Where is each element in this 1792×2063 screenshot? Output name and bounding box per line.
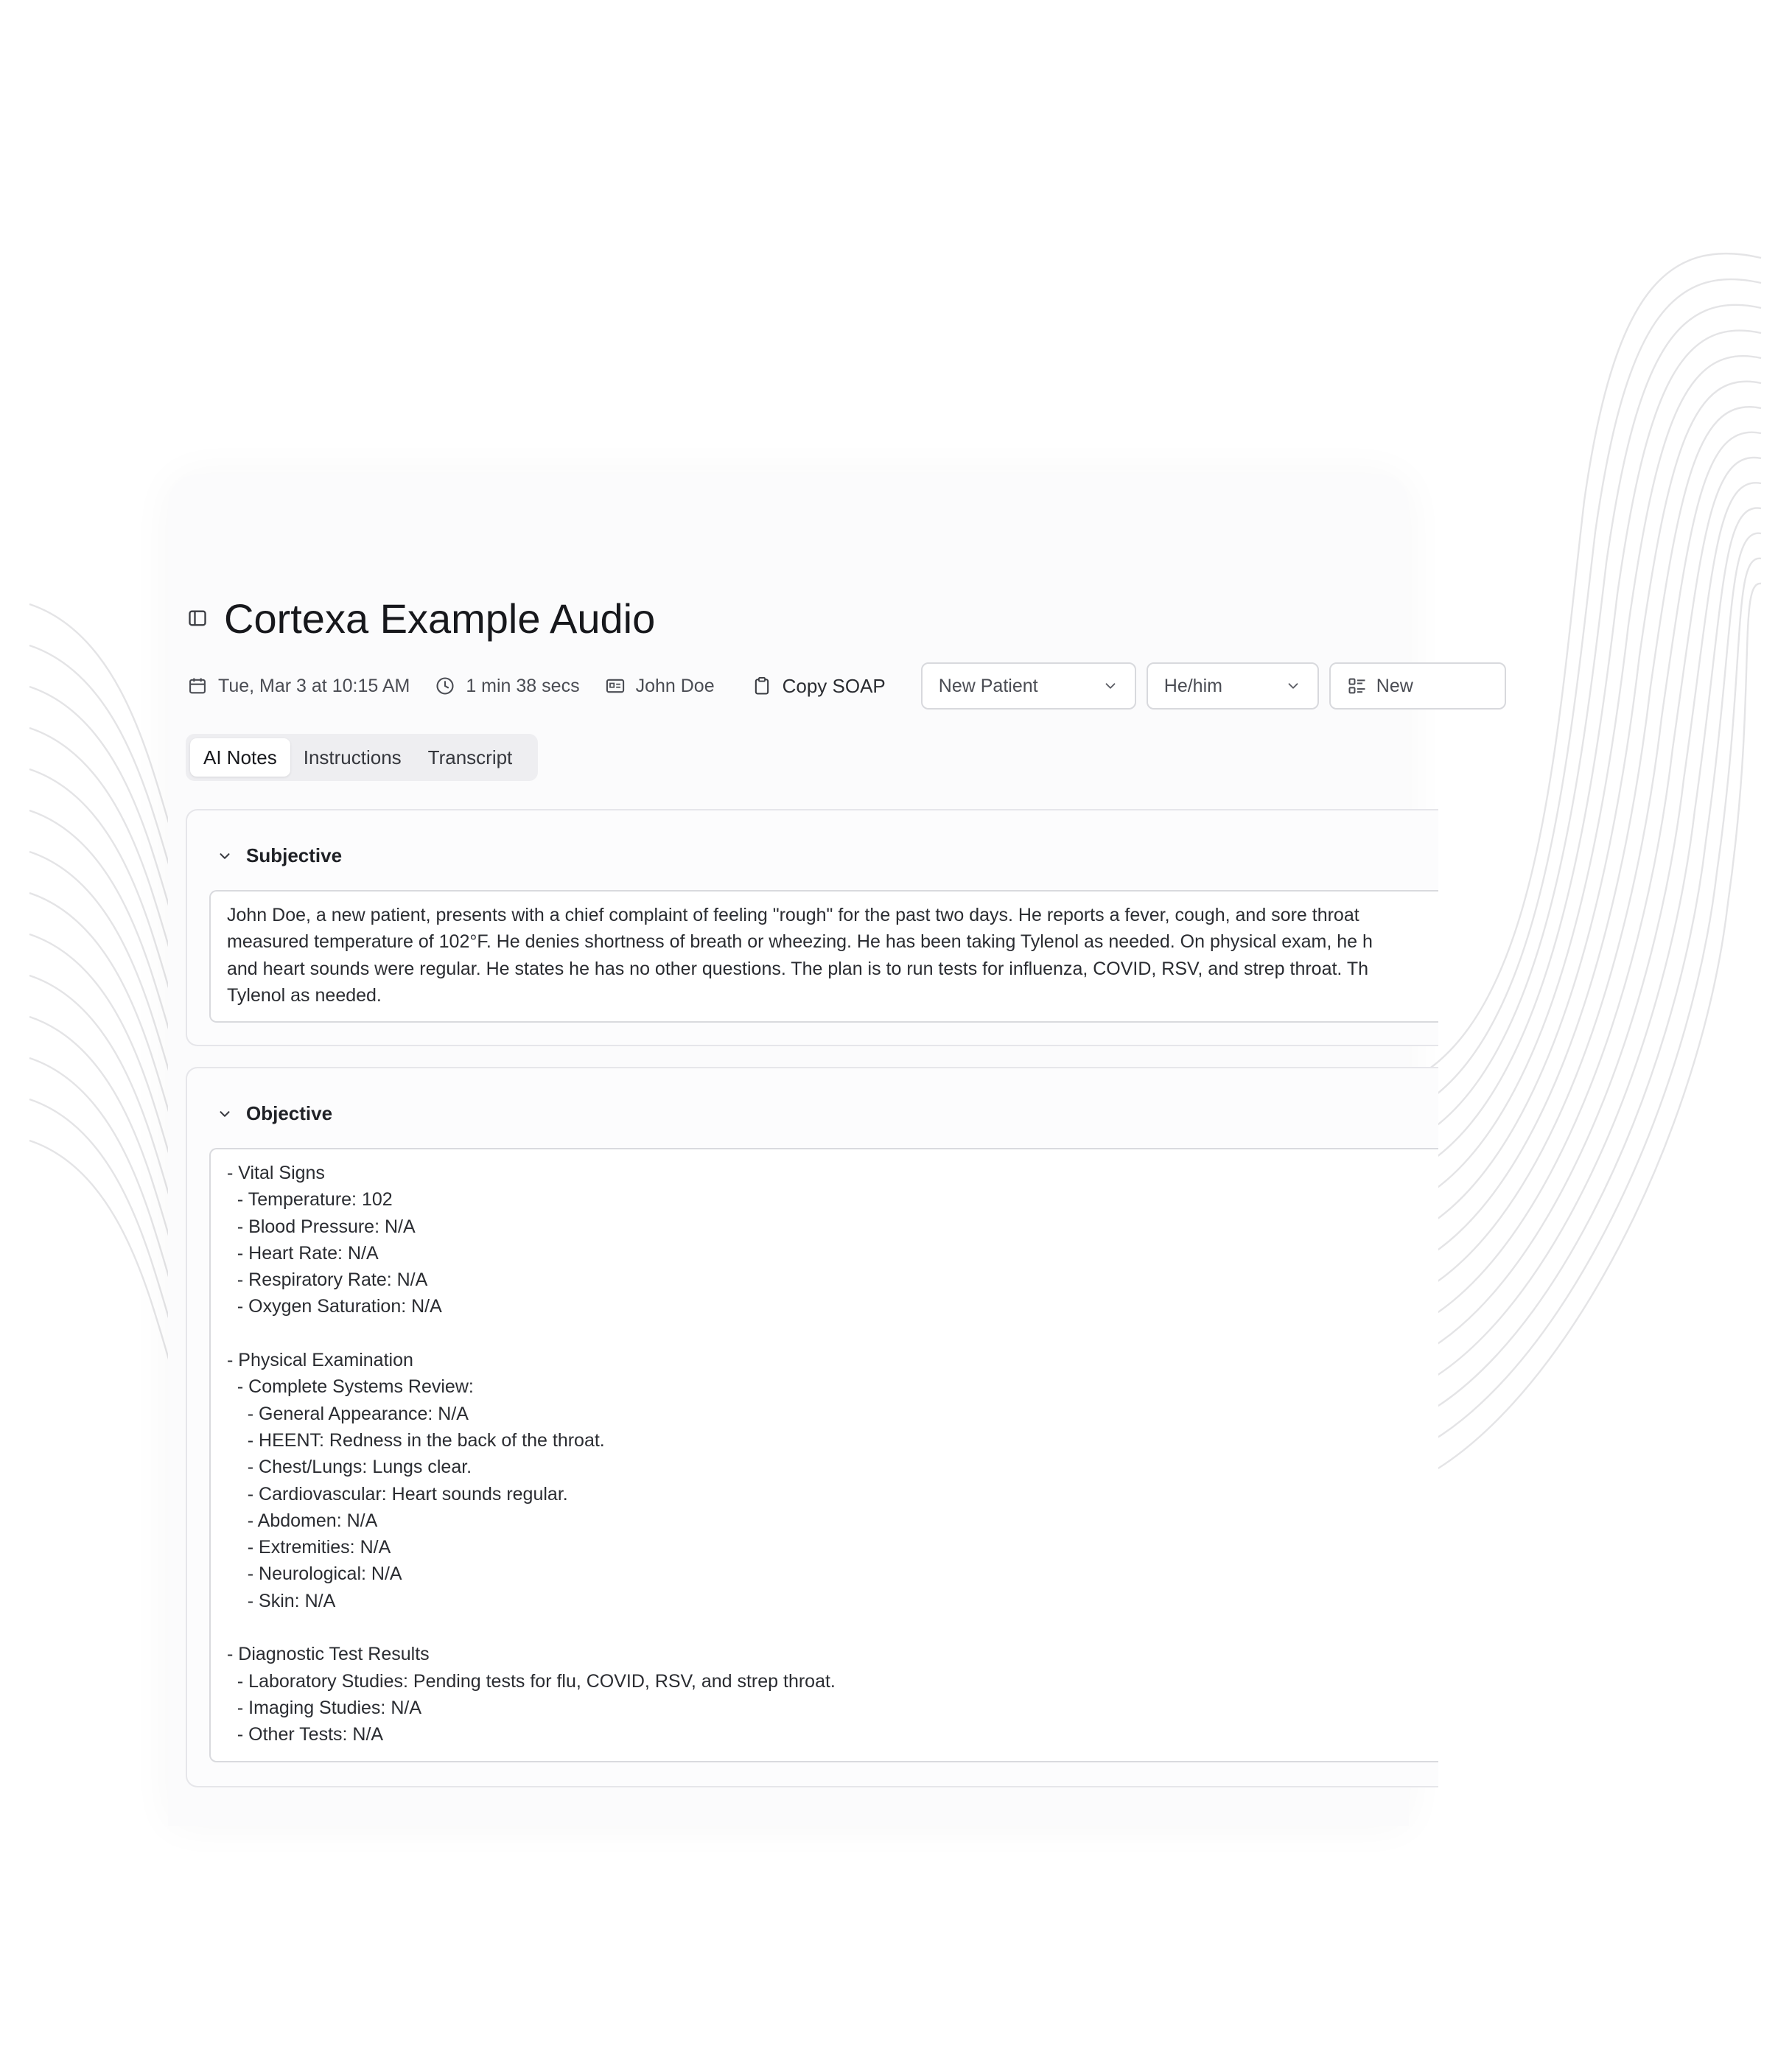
text-line: - Diagnostic Test Results — [227, 1644, 430, 1665]
duration-text: 1 min 38 secs — [466, 675, 580, 696]
text-line: - Skin: N/A — [227, 1590, 336, 1611]
text-line: - Extremities: N/A — [227, 1537, 391, 1558]
note-card — [168, 474, 1413, 1826]
text-line: - General Appearance: N/A — [227, 1403, 469, 1424]
text-line: Tylenol as needed. — [227, 984, 382, 1006]
duration-meta — [435, 676, 579, 697]
objective-textarea[interactable] — [209, 1148, 1438, 1762]
subjective-textarea[interactable] — [209, 890, 1438, 1023]
text-line: - Respiratory Rate: N/A — [227, 1269, 428, 1291]
text-line: - Laboratory Studies: Pending tests for flu, COVID, RSV, and strep throat. — [227, 1670, 836, 1692]
chevron-down-icon — [1285, 678, 1301, 694]
id-card-icon — [605, 676, 626, 696]
subjective-toggle[interactable] — [217, 844, 342, 867]
visit-type-select[interactable] — [921, 662, 1136, 710]
text-line: - Chest/Lungs: Lungs clear. — [227, 1457, 472, 1478]
pronouns-value: He/him — [1163, 675, 1222, 696]
subjective-section — [186, 809, 1438, 1046]
tab-instructions[interactable]: Instructions — [303, 746, 402, 768]
text-line: - Vital Signs — [227, 1163, 325, 1183]
text-line: - Cardiovascular: Heart sounds regular. — [227, 1483, 568, 1505]
chevron-down-icon — [217, 1106, 233, 1122]
text-line: - Imaging Studies: N/A — [227, 1697, 422, 1718]
text-line: - Oxygen Saturation: N/A — [227, 1296, 442, 1317]
copy-soap-button[interactable] — [752, 675, 886, 698]
text-line: - Physical Examination — [227, 1350, 413, 1371]
copy-soap-label: Copy SOAP — [782, 674, 886, 697]
text-line: and heart sounds were regular. He states he has no other questions. The plan is to run tests for influenza, COVID, RSV, and strep throat. Th — [227, 958, 1369, 979]
clock-icon — [435, 676, 455, 696]
note-header — [187, 592, 655, 644]
text-line: - Temperature: 102 — [227, 1189, 393, 1211]
template-select[interactable] — [1329, 662, 1506, 710]
meta-row — [187, 660, 1506, 712]
section-title: Subjective — [246, 844, 343, 866]
text-line: - HEENT: Redness in the back of the throat. — [227, 1429, 605, 1451]
visit-type-value: New Patient — [938, 675, 1038, 696]
chevron-down-icon — [217, 848, 233, 864]
text-line: - Heart Rate: N/A — [227, 1242, 379, 1264]
clipboard-icon — [752, 676, 772, 696]
text-line: John Doe, a new patient, presents with a chief complaint of feeling "rough" for the past two days. He reports a fever, cough, and sore throat — [227, 905, 1359, 925]
text-line — [227, 1614, 1422, 1641]
template-value: New — [1376, 675, 1413, 696]
text-line: - Other Tests: N/A — [227, 1724, 384, 1745]
text-line: measured temperature of 102°F. He denies shortness of breath or wheezing. He has been taking Tylenol as needed. On physical exam, he h — [227, 931, 1373, 953]
date-meta — [187, 676, 410, 697]
tab-transcript[interactable]: Transcript — [427, 746, 513, 768]
pronouns-select[interactable] — [1147, 662, 1319, 710]
section-title: Objective — [246, 1102, 333, 1124]
objective-section — [186, 1067, 1438, 1787]
objective-toggle[interactable] — [217, 1102, 332, 1125]
page-title: Cortexa Example Audio — [224, 595, 656, 642]
patient-meta — [605, 676, 715, 697]
text-line: - Complete Systems Review: — [227, 1376, 474, 1398]
template-list-icon — [1347, 676, 1368, 696]
note-tabs — [186, 734, 538, 781]
sidebar-panel-icon[interactable] — [187, 608, 208, 628]
text-line — [227, 1320, 1422, 1347]
date-text: Tue, Mar 3 at 10:15 AM — [218, 675, 410, 696]
patient-name: John Doe — [635, 675, 715, 696]
text-line: - Abdomen: N/A — [227, 1510, 378, 1531]
chevron-down-icon — [1102, 678, 1119, 694]
text-line: - Neurological: N/A — [227, 1563, 402, 1585]
calendar-icon — [187, 676, 208, 696]
text-line: - Blood Pressure: N/A — [227, 1216, 416, 1237]
tab-ai-notes[interactable]: AI Notes — [190, 738, 290, 777]
